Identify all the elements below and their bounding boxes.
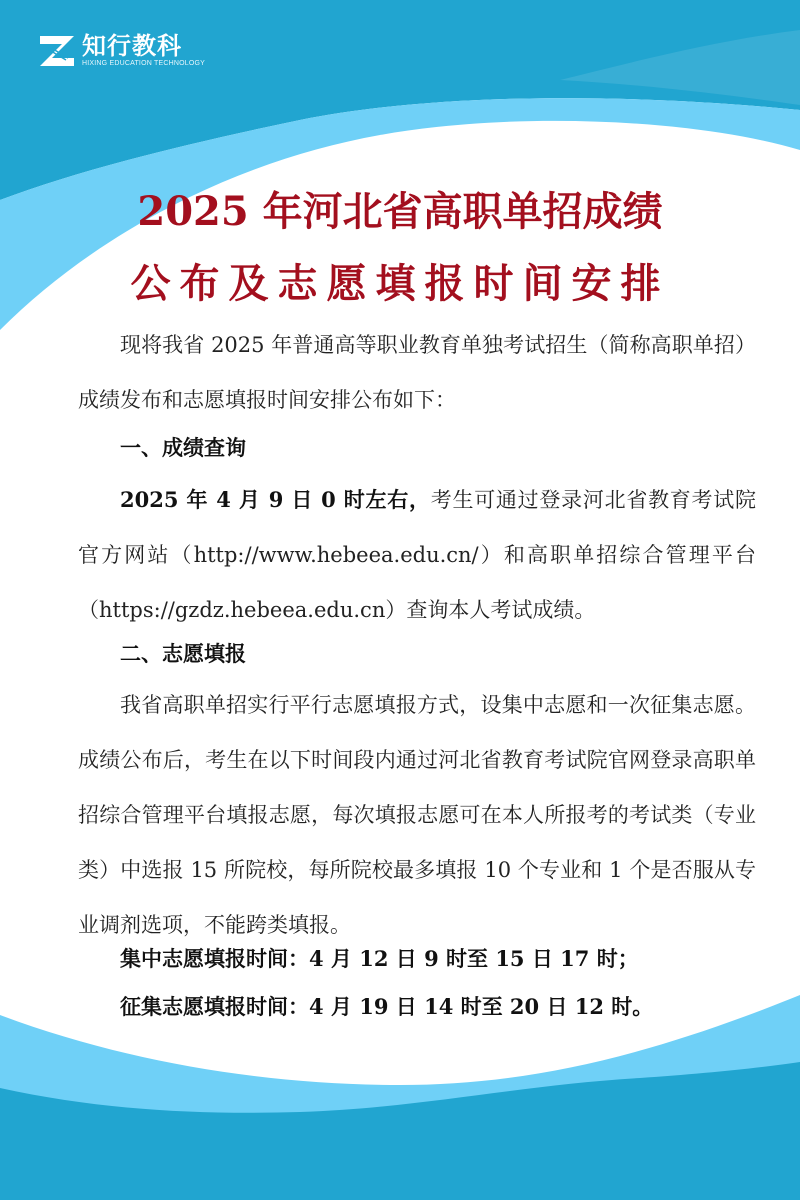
schedule-label: 征集志愿填报时间： (120, 994, 309, 1019)
schedule-value: 4 月 19 日 14 时至 20 日 12 时。 (309, 994, 654, 1019)
schedule-label: 集中志愿填报时间： (120, 946, 309, 971)
schedule-item-centralized (120, 943, 639, 973)
score-release-time: 2025 年 4 月 9 日 0 时左右， (120, 487, 431, 512)
section-heading-application: 二、志愿填报 (120, 641, 246, 666)
brand-name-cn: 知行教科 (82, 32, 182, 60)
z-logo-icon (38, 34, 76, 68)
application-paragraph: 我省高职单招实行平行志愿填报方式，设集中志愿和一次征集志愿。成绩公布后，考生在以下时间段内通过河北省教育考试院官网登录高职单招综合管理平台填报志愿，每次填报志愿可在本人所报考的考试类（专业类）中选报 15 所院校，每所院校最多填报 10 个专业和 1 个是否服从专业调剂选项，不能跨类填报。 (78, 693, 756, 937)
score-query-paragraph (78, 472, 756, 638)
score-query-body: 考生可通过登录河北省教育考试院官方网站（http://www.hebeea.edu.cn/）和高职单招综合管理平台（https://gzdz.hebeea.edu.cn）查询本人考试成绩。 (78, 488, 756, 622)
brand-logo (38, 33, 205, 68)
brand-name-en: HIXING EDUCATION TECHNOLOGY (82, 60, 205, 67)
section-heading-score-query: 一、成绩查询 (120, 435, 246, 460)
schedule-item-supplementary (120, 991, 653, 1021)
schedule-value: 4 月 12 日 9 时至 15 日 17 时； (309, 946, 639, 971)
intro-paragraph: 现将我省 2025 年普通高等职业教育单独考试招生（简称高职单招）成绩发布和志愿填报时间安排公布如下： (78, 333, 756, 412)
page-title-line-2: 公布及志愿填报时间安排 (130, 260, 670, 307)
page-title-line-1: 2025 年河北省高职单招成绩 (137, 188, 663, 235)
